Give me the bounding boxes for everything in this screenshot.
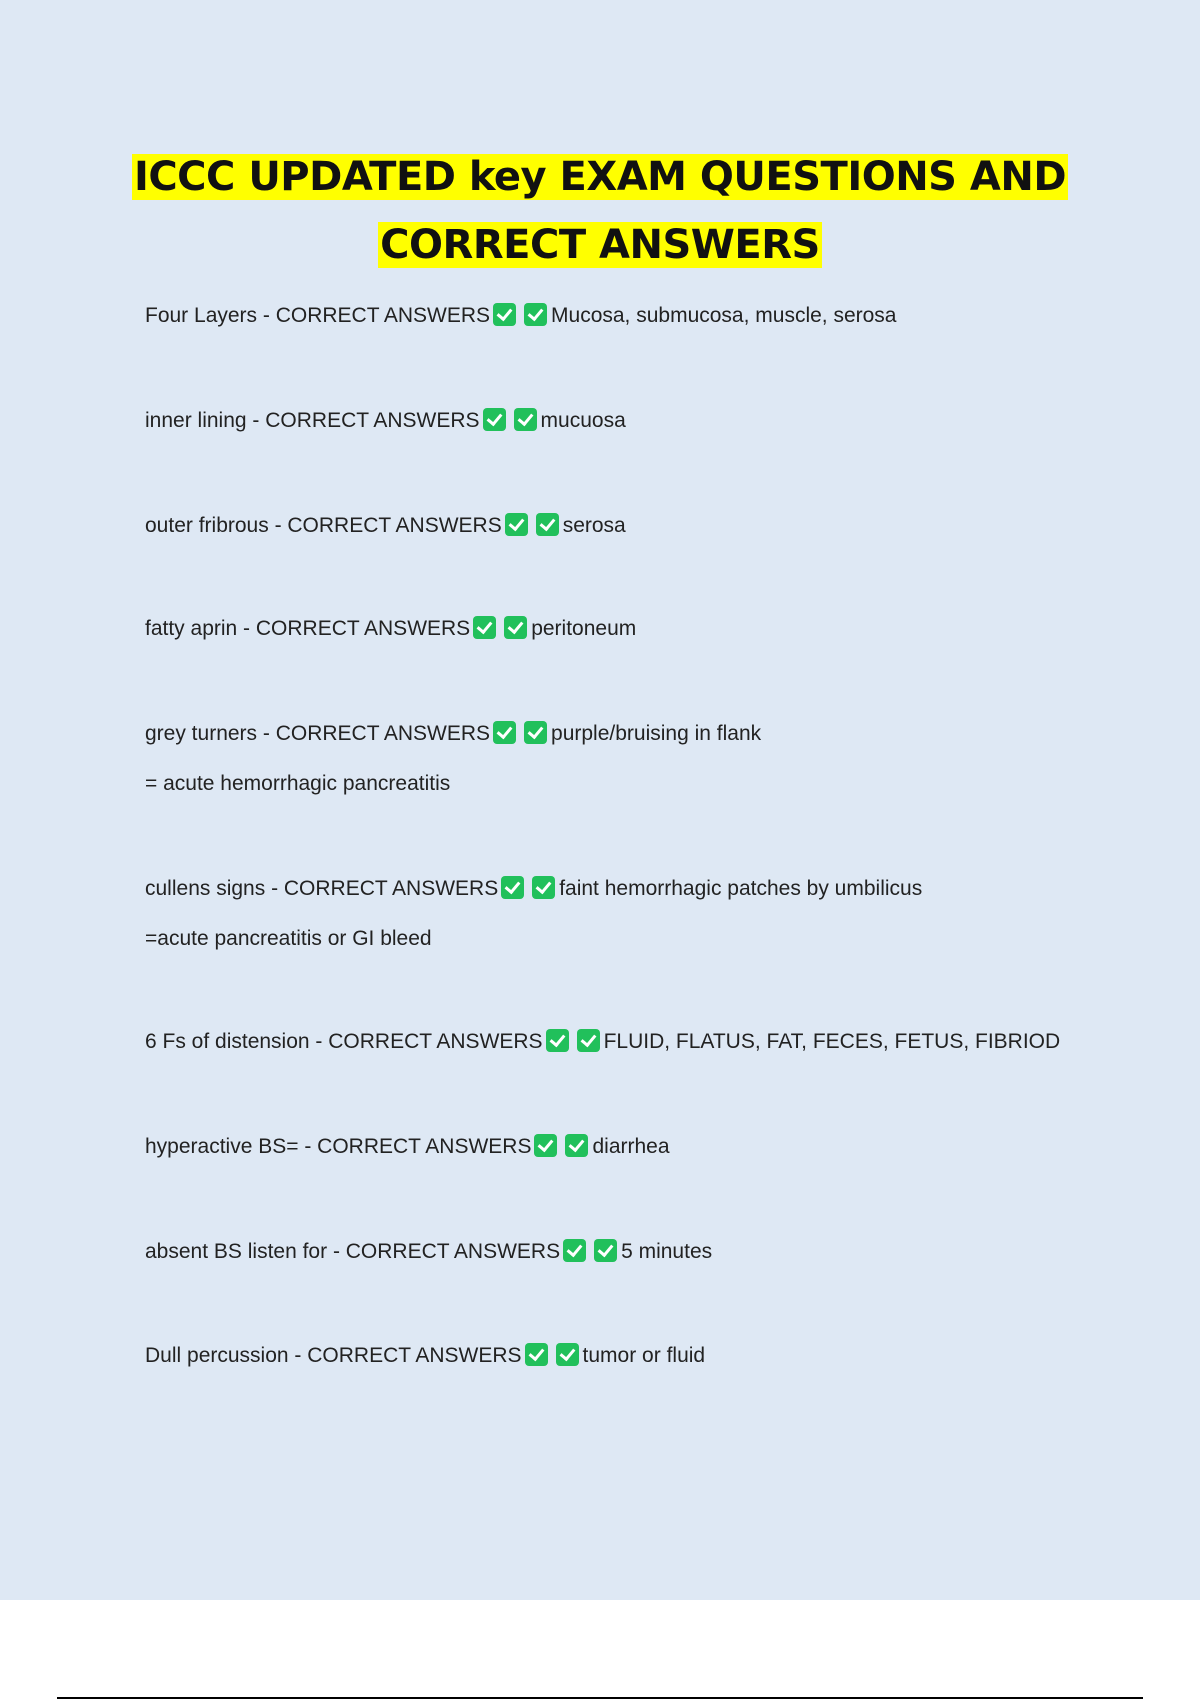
answer-note: = acute hemorrhagic pancreatitis	[145, 772, 451, 795]
green-checkmark-icon	[563, 1239, 586, 1262]
green-checkmark-icon	[473, 616, 496, 639]
correct-answers-label: - CORRECT ANSWERS	[327, 1240, 561, 1263]
green-checkmark-icon	[524, 303, 547, 326]
title-line-1: ICCC UPDATED key EXAM QUESTIONS AND	[133, 154, 1067, 200]
correct-answers-label: - CORRECT ANSWERS	[257, 722, 491, 745]
answer-text: FLUID, FLATUS, FAT, FECES, FETUS, FIBRIOD	[603, 1030, 1061, 1053]
answer-text: diarrhea	[592, 1135, 670, 1158]
answer-text: peritoneum	[531, 617, 637, 640]
qa-item	[145, 615, 636, 643]
green-checkmark-icon	[493, 721, 516, 744]
answer-text: Mucosa, submucosa, muscle, serosa	[551, 304, 897, 327]
green-checkmark-icon	[525, 1343, 548, 1366]
question-text: hyperactive BS=	[145, 1135, 299, 1158]
question-text: grey turners	[145, 722, 258, 745]
answer-text: purple/bruising in flank	[551, 722, 762, 745]
answer-text: serosa	[562, 514, 626, 537]
answer-note: =acute pancreatitis or GI bleed	[145, 927, 432, 950]
green-checkmark-icon	[577, 1029, 600, 1052]
title-line-2: CORRECT ANSWERS	[380, 222, 820, 268]
correct-answers-label: - CORRECT ANSWERS	[288, 1344, 522, 1367]
answer-text: faint hemorrhagic patches by umbilicus	[559, 877, 923, 900]
correct-answers-label: - CORRECT ANSWERS	[237, 617, 471, 640]
correct-answers-label: - CORRECT ANSWERS	[265, 877, 499, 900]
qa-item	[145, 1028, 1060, 1056]
question-text: Dull percussion	[145, 1344, 289, 1367]
green-checkmark-icon	[546, 1029, 569, 1052]
correct-answers-label: - CORRECT ANSWERS	[309, 1030, 543, 1053]
qa-item	[145, 1342, 705, 1370]
qa-item	[145, 1238, 712, 1266]
green-checkmark-icon	[505, 513, 528, 536]
green-checkmark-icon	[594, 1239, 617, 1262]
question-text: absent BS listen for	[145, 1240, 328, 1263]
qa-item	[145, 302, 897, 330]
document-title	[0, 143, 1200, 279]
qa-item	[145, 1133, 670, 1161]
answer-text: tumor or fluid	[582, 1344, 706, 1367]
green-checkmark-icon	[493, 303, 516, 326]
qa-item	[145, 720, 761, 748]
green-checkmark-icon	[536, 513, 559, 536]
answer-text: 5 minutes	[621, 1240, 713, 1263]
question-text: fatty aprin	[145, 617, 238, 640]
green-checkmark-icon	[501, 876, 524, 899]
correct-answers-label: - CORRECT ANSWERS	[246, 409, 480, 432]
question-text: cullens signs	[145, 877, 266, 900]
green-checkmark-icon	[532, 876, 555, 899]
correct-answers-label: - CORRECT ANSWERS	[257, 304, 491, 327]
qa-item	[145, 875, 922, 903]
correct-answers-label: - CORRECT ANSWERS	[298, 1135, 532, 1158]
footer-rule	[57, 1697, 1143, 1699]
question-text: inner lining	[145, 409, 247, 432]
green-checkmark-icon	[504, 616, 527, 639]
qa-item	[145, 407, 626, 435]
correct-answers-label: - CORRECT ANSWERS	[268, 514, 502, 537]
question-text: outer fribrous	[145, 514, 269, 537]
green-checkmark-icon	[556, 1343, 579, 1366]
green-checkmark-icon	[514, 408, 537, 431]
green-checkmark-icon	[565, 1134, 588, 1157]
answer-text: mucuosa	[540, 409, 626, 432]
question-text: 6 Fs of distension	[145, 1030, 310, 1053]
green-checkmark-icon	[524, 721, 547, 744]
green-checkmark-icon	[483, 408, 506, 431]
qa-item	[145, 512, 626, 540]
question-text: Four Layers	[145, 304, 258, 327]
green-checkmark-icon	[534, 1134, 557, 1157]
